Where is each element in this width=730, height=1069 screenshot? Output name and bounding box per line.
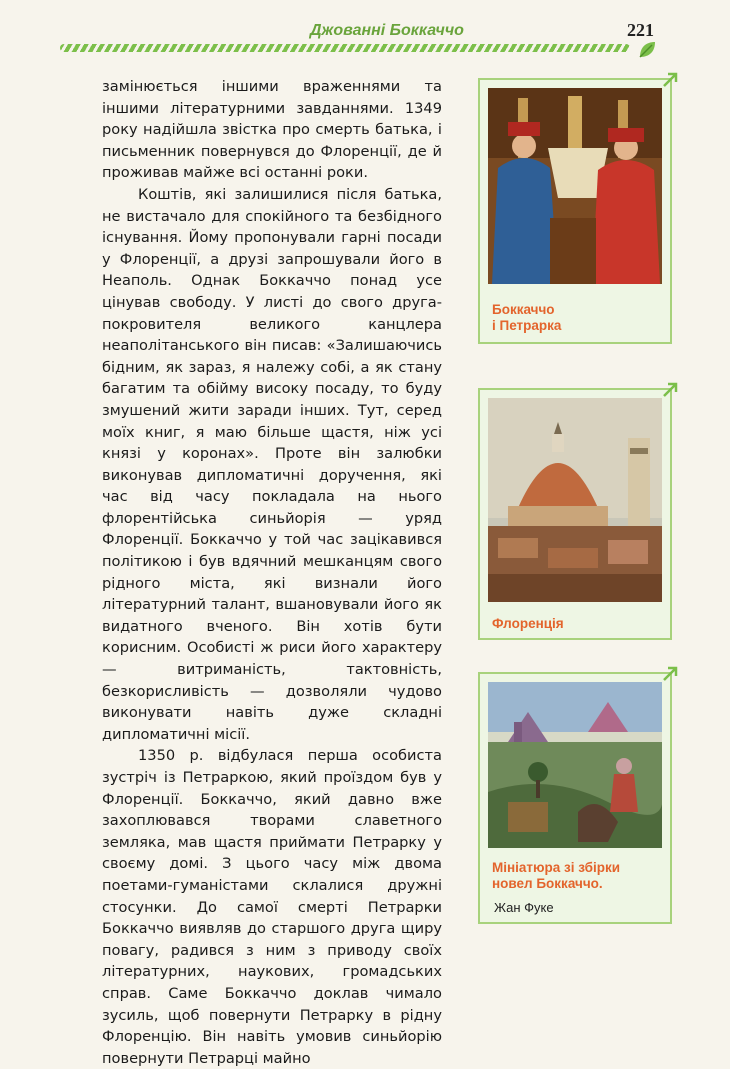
- arrow-icon: [662, 70, 680, 88]
- figure-author: Жан Фуке: [494, 900, 554, 915]
- figure-caption: Флоренція: [492, 616, 564, 631]
- page-number: 221: [627, 20, 654, 40]
- page-header: [60, 14, 660, 54]
- arrow-icon: [662, 664, 680, 682]
- painting-image: [488, 88, 662, 284]
- figure-caption: Мініатюра зі збірки новел Боккаччо.: [492, 860, 621, 891]
- leaf-icon: [636, 39, 658, 61]
- arrow-icon: [662, 380, 680, 398]
- figure-florence: [478, 388, 672, 640]
- florence-image: [488, 398, 662, 602]
- paragraph: замінюється іншими враженнями та іншими літературними завданнями. 1349 року надійшла звістка про смерть батька, і письменник повернувся до Флоренції, де й проживав майже всі останні роки.: [102, 78, 442, 182]
- paragraph: 1350 р. відбулася перша особиста зустріч із Петраркою, який проїздом був у Флоренції. Боккаччо, який давно вже захоплювався творами славетного земляка, мав щастя приймати Петрарку у своєму домі. З цього часу між двома поетами-гуманістами склалися дружні стосунки. До самої смерті Петрарки Боккаччо виявляв до старшого друга щиру повагу, радився з ним з приводу своїх літературних, наукових, громадських справ. Саме Боккаччо доклав чимало зусиль, щоб повернути Петрарку в рідну Флоренцію. Він навіть умовив синьйорію повернути Петрарці майно: [102, 747, 442, 1067]
- figure-caption: Боккаччо і Петрарка: [492, 302, 562, 333]
- figure-boccaccio-petrarch: [478, 78, 672, 344]
- figure-miniature: [478, 672, 672, 924]
- body-text: [102, 76, 442, 1069]
- decorative-rule: [60, 44, 630, 52]
- paragraph: Коштів, які залишилися після батька, не вистачало для спокійного та безбідного існування. Йому пропонували гарні посади у Флоренції, а друзі запрошували його в Неаполь. Однак Боккаччо понад усе цінував свободу. У листі до свого друга-покровителя великого канцлера неаполітанського він писав: «Залишаючись бідним, як зараз, я належу собі, а як стану багатим та обійму високу посаду, то буду змушений жити заради інших. Тут, серед моїх книг, я маю більше щастя, ніж усі князі у коронах». Проте він залюбки виконував дипломатичні доручення, які час від часу покладала на нього флорентійська синьйорія — уряд Флоренції. Боккаччо у той час зацікавився політикою і був вдячний мешканцям свого рідного міста, які визнали його літературний талант, вшановували його як видатного вченого. Він хотів бути корисним. Особисті ж риси його характеру — витриманість, тактовність, безкорисливість — дозволяли чудово виконувати навіть дуже складні дипломатичні місії.: [102, 185, 442, 743]
- running-title: Джованні Боккаччо: [310, 22, 464, 39]
- miniature-image: [488, 682, 662, 848]
